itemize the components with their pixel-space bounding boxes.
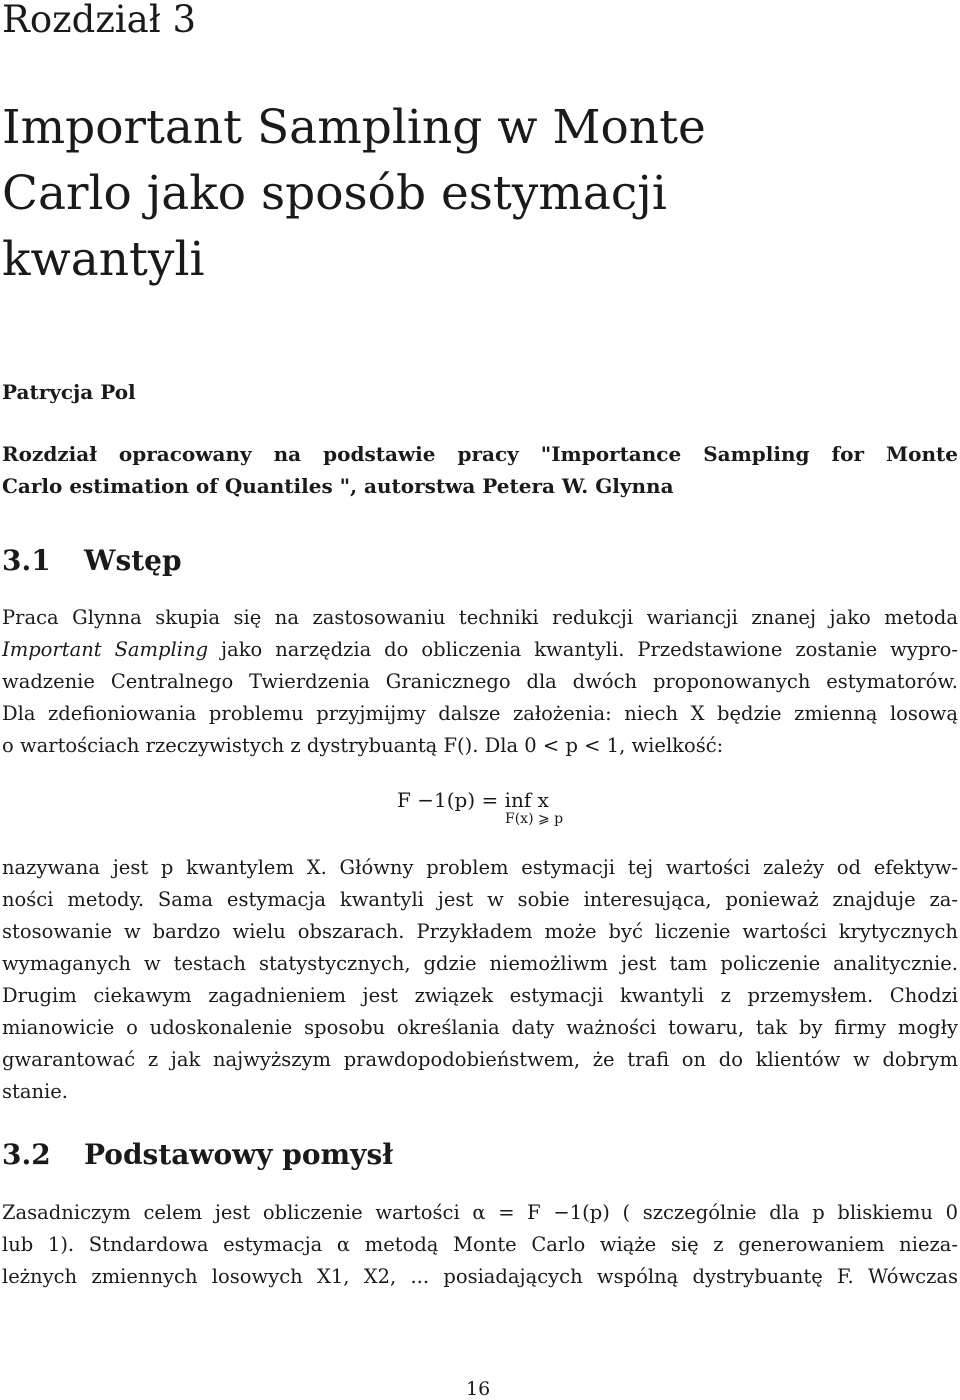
chapter-title-line-1: Important Sampling w Monte	[2, 100, 706, 155]
method-name-italic: Important Sampling	[2, 638, 209, 661]
body-line-3: stosowanie w bardzo wielu obszarach. Przykładem może być liczenie wartości krytycznych	[2, 920, 958, 943]
body-line-6: mianowicie o udoskonalenie sposobu określania daty ważności towaru, tak by firmy mogły	[2, 1016, 958, 1039]
section-heading-3-2	[2, 1138, 393, 1171]
basic-idea-line-3: leżnych zmiennych losowych X1, X2, ... posiadających wspólną dystrybuantę F. Wówczas	[2, 1265, 958, 1288]
body-line-8: stanie.	[2, 1080, 69, 1103]
source-note-line-1: Rozdział opracowany na podstawie pracy "Importance Sampling for Monte	[2, 442, 958, 466]
body-line-1: nazywana jest p kwantylem X. Główny problem estymacji tej wartości zależy od efektyw-	[2, 856, 958, 879]
intro-line-2-rest: jako narzędzia do obliczenia kwantyli. Przedstawione zostanie wypro-	[208, 638, 959, 661]
quantile-formula-subscript: F(x) ⩾ p	[505, 811, 564, 827]
section-heading-3-1	[2, 544, 182, 577]
page-number: 16	[466, 1378, 491, 1400]
intro-line-5: o wartościach rzeczywistych z dystrybuantą F(). Dla 0 < p < 1, wielkość:	[2, 734, 724, 757]
body-line-2: ności metody. Sama estymacja kwantyli jest w sobie interesująca, ponieważ znajduje za-	[2, 888, 958, 911]
chapter-label: Rozdział 3	[2, 0, 196, 41]
quantile-formula: F −1(p) = inf x	[397, 788, 549, 812]
intro-line-4: Dla zdefioniowania problemu przyjmijmy dalsze założenia: niech X będzie zmienną losową	[2, 702, 958, 725]
source-note-line-2: Carlo estimation of Quantiles ", autorstwa Petera W. Glynna	[2, 474, 674, 498]
body-line-4: wymaganych w testach statystycznych, gdzie niemożliwm jest tam policzenie analitycznie.	[2, 952, 958, 975]
chapter-title-line-2: Carlo jako sposób estymacji	[2, 166, 667, 221]
intro-line-1: Praca Glynna skupia się na zastosowaniu techniki redukcji wariancji znanej jako metoda	[2, 606, 958, 629]
intro-line-3: wadzenie Centralnego Twierdzenia Granicznego dla dwóch proponowanych estymatorów.	[2, 670, 958, 693]
section-number: 3.1	[2, 544, 51, 577]
body-line-7: gwarantować z jak najwyższym prawdopodobieństwem, że trafi on do klientów w dobrym	[2, 1048, 958, 1071]
chapter-title-line-3: kwantyli	[2, 232, 205, 287]
section-number: 3.2	[2, 1138, 51, 1171]
basic-idea-line-1: Zasadniczym celem jest obliczenie wartości α = F −1(p) ( szczególnie dla p bliskiemu 0	[2, 1201, 958, 1224]
body-line-5: Drugim ciekawym zagadnieniem jest związek estymacji kwantyli z przemysłem. Chodzi	[2, 984, 958, 1007]
basic-idea-line-2: lub 1). Stndardowa estymacja α metodą Monte Carlo wiąże się z generowaniem nieza-	[2, 1233, 958, 1256]
intro-line-2	[2, 635, 958, 665]
section-title: Wstęp	[84, 544, 182, 577]
section-title: Podstawowy pomysł	[84, 1138, 393, 1171]
author-name: Patrycja Pol	[2, 380, 136, 404]
